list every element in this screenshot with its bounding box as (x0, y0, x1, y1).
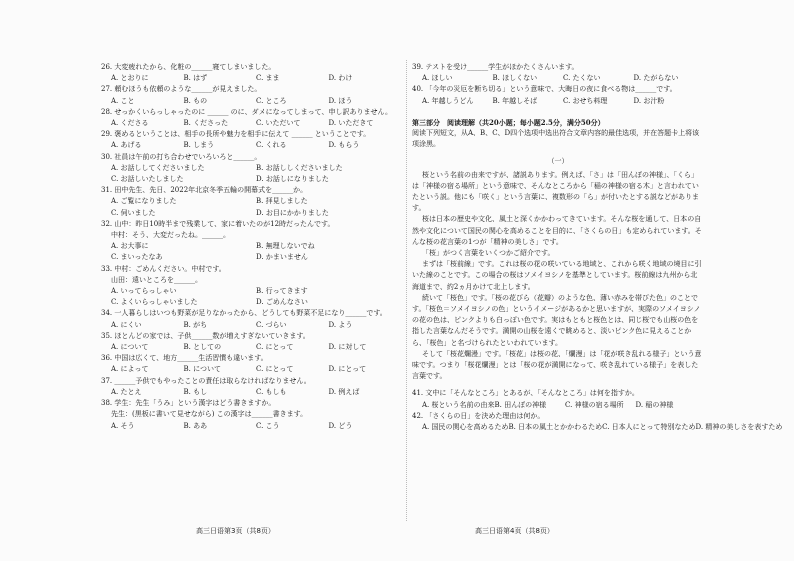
option-row (101, 73, 401, 84)
answer-option: A. 国民の関心を高めるため (422, 423, 509, 432)
question-text: 42. 「さくらの日」を決めた理由は何か。 (412, 411, 545, 420)
option-row (412, 400, 704, 411)
answer-option: C. おせち料理 (563, 96, 608, 105)
answer-option: C. 伺いました (111, 208, 156, 217)
answer-option: A. ほしい (422, 74, 453, 83)
question-text: 39. テストを受け______学生がほかたくさんいます。 (412, 63, 579, 71)
passage-title: （一） (547, 157, 569, 166)
question-text: 37. ______予供でもやったことの責任は取らなければなりません。 (101, 376, 311, 385)
left-column (101, 62, 401, 432)
passage-paragraph: 桜という名前の由来ですが、諸説あります。例えば、「さ」は「田んぼの神様」、「くら」は「神様の宿る場所」という意味で、そんなところから「稲の神様の宿る木」と言われていたという説。他にも「咲く」という言葉に、複数形の「ら」が付いたとする説などがあります。 (412, 170, 699, 213)
answer-option: D. 例えば (328, 387, 360, 396)
answer-option: B. お話ししくださいました (256, 163, 343, 172)
question-dialogue: 山田：遠いところを______。 (111, 275, 202, 284)
answer-option: A. ご覧になりました (111, 197, 177, 206)
answer-option: C. 神様の宿る場所 (565, 400, 624, 409)
answer-option: B. 日本の風土とかかわるため (508, 423, 603, 432)
answer-option: C. いただいて (256, 119, 301, 128)
option-row (101, 286, 401, 308)
passage-paragraph: 続いて「桜色」です。「桜の花びら（花瓣）のような色、薄い赤みを帯びた色」のことです。「桜色＝ソメイヨシノの色」というイメージがあるかと思いますが、実際のソメイヨシノの花の色は、ピンクよりも白っぽい色です。実はもともと桜色とは、同じ桜でも山桜の色を指した言葉なんだそうです。満開の山桜を遠くで眺めると、淡いピンク色に見えることから、「桜色」と名づけられたといわれています。 (412, 293, 701, 347)
answer-option: A. こと (111, 96, 135, 105)
passage-paragraph: まずは「桜前線」です。これは桜の花の咲いている地域と、これから咲く地域の境目に引いた線のことです。この場合の桜はソメイヨシノを基準としています。桜前線は九州から北海道まで、約2ヵ月かけて北上します。 (412, 260, 702, 291)
answer-option: D. ごめんなさい (256, 298, 308, 307)
answer-option: B. もし (183, 387, 208, 396)
answer-option: A. そう (111, 421, 135, 430)
answer-option: B. くださった (183, 119, 229, 128)
option-row (101, 118, 401, 129)
question-text: 26. 大変疲れたから、化粧の______寝てしまいました。 (101, 63, 276, 71)
answer-option: D. 精神の美しさを表すため (695, 423, 783, 432)
answer-option: D. ほう (328, 96, 353, 105)
question-text: 33. 中村：ごめんください。中村です。 (101, 264, 226, 273)
answer-option: B. 年越しそば (492, 96, 538, 105)
question-text: 38. 学生：先生「うみ」という漢字はどう書きますか。 (101, 399, 276, 408)
answer-option: D. お話しになりました (256, 175, 329, 184)
question-text: 36. 中国は広くて、地方______生活習慣も違います。 (101, 354, 268, 363)
question-text: 29. 褒めるということは、相手の長所や魅力を相手に伝えて ______ ということです。 (101, 130, 371, 139)
answer-option: C. まいったなあ (111, 253, 163, 262)
answer-option: B. はず (183, 74, 208, 83)
question-text: 41. 文中に「そんなところ」とあるが、「そんなところ」は何を指すか。 (412, 389, 639, 398)
answer-option: A. たとえ (111, 387, 142, 396)
answer-option: C. 日本人にとって特別なため (602, 423, 696, 432)
answer-option: B. がち (183, 320, 208, 329)
answer-option: A. くださる (111, 119, 149, 128)
option-row (101, 421, 401, 432)
answer-option: B. しまう (183, 141, 215, 150)
answer-option: D. にとって (328, 365, 367, 374)
question-text: 31. 田中先生、先日、2022年北京冬季五輪の開幕式を______か。 (101, 186, 308, 195)
answer-option: D. お汁粉 (633, 96, 665, 105)
footer-left: 高三日语第3页（共8页） (196, 527, 275, 535)
section-instruction: 阅读下列短文，从A、B、C、D四个选项中选出符合文章内容的最佳选项，并在答题卡上将该项涂黑。 (412, 129, 700, 149)
answer-option: D. たがらない (633, 74, 679, 83)
answer-option: A. について (111, 343, 149, 352)
passage-paragraph: そして「桜花爛漫」です。「桜花」は桜の花、「爛漫」は「花が咲き乱れる様子」という意味です。つまり「桜花爛漫」とは「桜の花が満開になって、咲き乱れている様子」を表した言葉です。 (412, 349, 702, 381)
answer-option: D. お目にかかりました (256, 208, 329, 217)
answer-option: C. お話しいたしました (111, 175, 184, 184)
answer-option: C. づらい (256, 320, 287, 329)
answer-option: A. いってらっしゃい (111, 287, 177, 296)
question-text: 27. 頼むほうも依頼のような______が見えました。 (101, 85, 262, 94)
answer-option: B. ああ (183, 421, 208, 430)
answer-option: C. にとって (256, 343, 294, 352)
option-row (101, 241, 401, 263)
answer-option: A. 桜という名前の由来 (422, 400, 495, 409)
answer-option: B. ほしくない (492, 74, 538, 83)
answer-option: B. もの (183, 96, 208, 105)
answer-option: C. もしも (256, 387, 287, 396)
answer-option: C. こう (256, 421, 280, 430)
option-row (412, 73, 704, 84)
answer-option: D. かまいません (256, 253, 308, 262)
option-row (101, 96, 401, 107)
answer-option: D. いただきて (328, 119, 374, 128)
option-row (101, 196, 401, 218)
answer-option: B. としての (183, 343, 222, 352)
option-row (101, 140, 401, 151)
option-row (101, 342, 401, 353)
answer-option: A. お話ししてくださいました (111, 163, 205, 172)
option-row (412, 96, 704, 107)
question-dialogue: 中村：そう、大変だったね。______。 (111, 231, 230, 240)
right-column (412, 62, 783, 433)
answer-option: D. 稲の神様 (635, 400, 674, 409)
option-row (412, 422, 783, 433)
answer-option: D. もらう (328, 141, 360, 150)
answer-option: B. について (183, 365, 221, 374)
answer-option: B. 行ってきます (256, 287, 308, 296)
answer-option: C. ところ (256, 96, 287, 105)
answer-option: C. くれる (256, 141, 287, 150)
footer-right: 高三日语第4页（共8页） (475, 527, 554, 535)
answer-option: D. よう (328, 320, 353, 329)
question-text: 32. 山中：昨日10時半まで残業して、家に着いたのが12時だったんです。 (101, 219, 335, 228)
answer-option: D. わけ (328, 74, 353, 83)
answer-option: A. 年越しうどん (422, 96, 474, 105)
option-row (101, 163, 401, 185)
answer-option: B. 拝見しました (256, 197, 308, 206)
question-dialogue: 先生：(黒板に書いて見せながら) この漢字は______書きます。 (111, 410, 308, 419)
answer-option: C. にとって (256, 365, 294, 374)
option-row (101, 387, 401, 398)
option-row (101, 320, 401, 331)
answer-option: C. まま (256, 74, 280, 83)
answer-option: A. あげる (111, 141, 142, 150)
option-row (101, 364, 401, 375)
answer-option: B. 田んぼの神様 (494, 400, 547, 409)
answer-option: C. よくいらっしゃいました (111, 298, 198, 307)
passage-paragraph: 桜は日本の歴史や文化、風土と深くかかわってきています。そんな桜を通して、日本の自然や文化について国民の関心を高めることを目的に、「さくらの日」も定められています。そんな桜の花言葉の1つが「精神の美しさ」です。 (412, 215, 702, 246)
section-heading: 第三部分 阅读理解（共20小题；每小题2.5分，满分50分） (412, 117, 605, 127)
answer-option: B. 無理しないでね (256, 242, 315, 251)
page-fold (406, 60, 407, 521)
answer-option: C. たくない (563, 74, 601, 83)
answer-option: A. お大事に (111, 242, 149, 251)
answer-option: A. にくい (111, 320, 142, 329)
question-text: 28. せっかくいらっしゃったのに ______ のに、ダメになってしまって、申し訳ありません。 (101, 107, 392, 116)
answer-option: D. に対して (328, 343, 367, 352)
answer-option: A. によって (111, 365, 149, 374)
answer-option: A. とおりに (111, 74, 149, 83)
answer-option: D. どう (328, 421, 353, 430)
passage-paragraph: 「桜」がつく言葉をいくつかご紹介です。 (422, 249, 555, 258)
question-text: 30. 社員は午前の打ち合わせでいろいろと______。 (101, 152, 262, 161)
question-text: 35. ほとんどの家では、子供______数が増えすぎないていきます。 (101, 331, 310, 340)
question-text: 34. 一人暮らしはいつも野菜が足りなかったから、どうしても野菜不足になり______です。 (101, 309, 387, 318)
question-text: 40. 「今年の災厄を断ち切る」という意味で、大晦日の夜に食べる物は______です。 (412, 85, 677, 94)
